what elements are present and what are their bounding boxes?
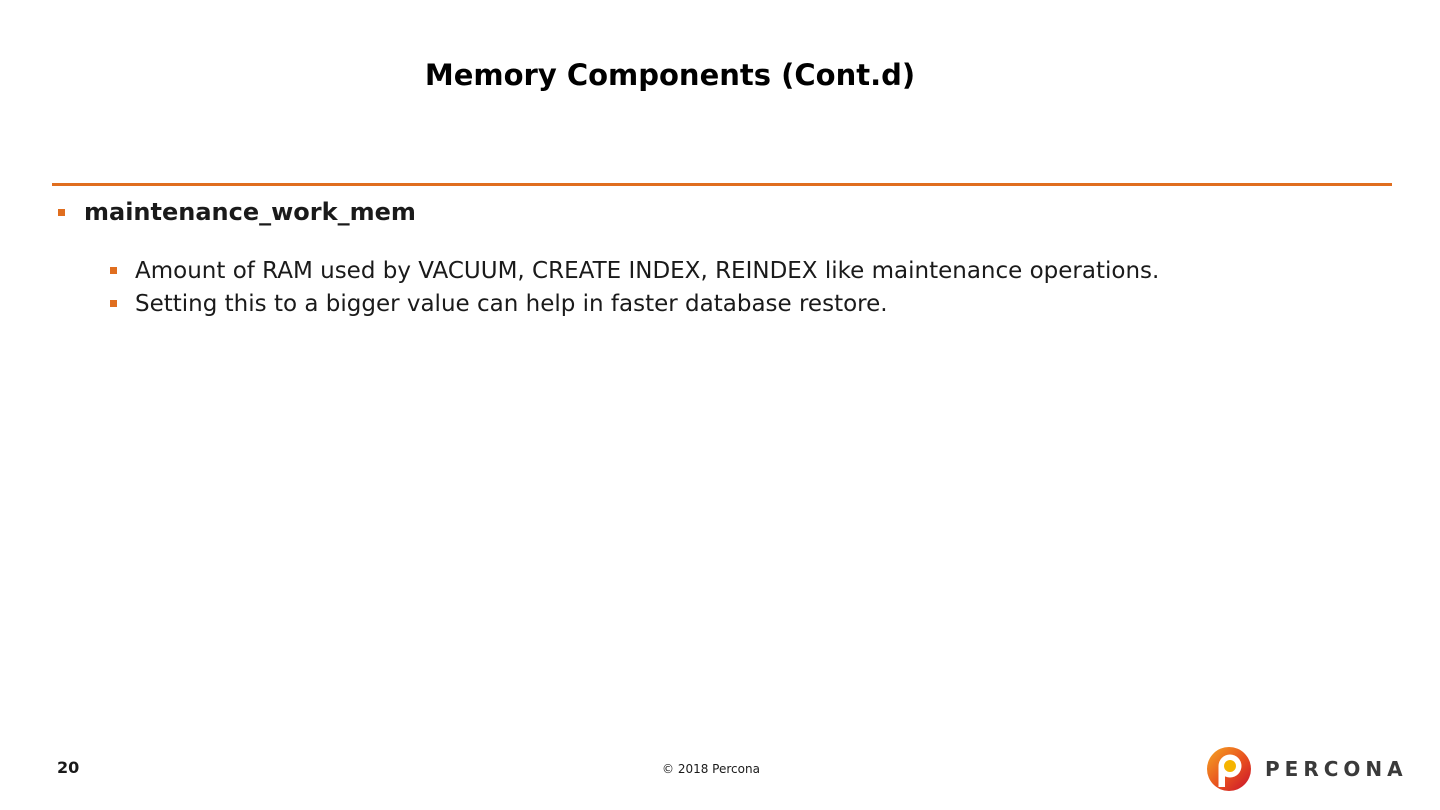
sub-bullet-marker <box>110 300 117 307</box>
sub-bullet-list <box>110 254 1310 320</box>
sub-bullet-text: Setting this to a bigger value can help in faster database restore. <box>135 290 888 317</box>
sub-bullet-item <box>110 254 1310 287</box>
bullet-item <box>58 196 416 228</box>
bullet-text: maintenance_work_mem <box>84 198 416 226</box>
sub-bullet-marker <box>110 267 117 274</box>
page-number: 20 <box>57 758 80 777</box>
copyright-text: © 2018 Percona <box>662 762 760 776</box>
bullet-marker <box>58 209 65 216</box>
sub-bullet-item <box>110 287 1310 320</box>
sub-bullet-text: Amount of RAM used by VACUUM, CREATE INDEX, REINDEX like maintenance operations. <box>135 257 1160 284</box>
logo-wordmark: PERCONA <box>1265 757 1408 781</box>
percona-logo <box>1206 745 1408 793</box>
bullet-list <box>58 196 1160 317</box>
slide-title: Memory Components (Cont.d) <box>424 58 916 92</box>
percona-logo-icon <box>1206 746 1252 792</box>
title-divider <box>52 183 1392 186</box>
